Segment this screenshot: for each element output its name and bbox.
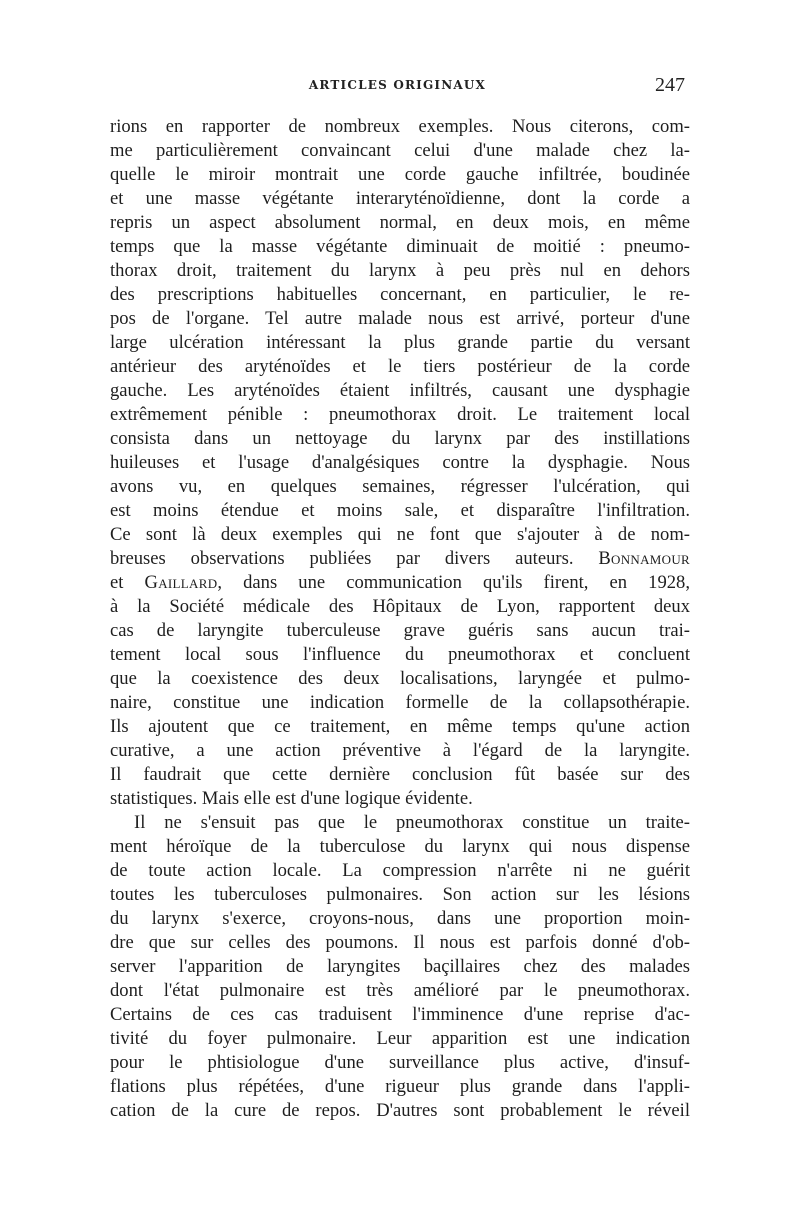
text-line: à la Société médicale des Hôpitaux de Lyon, rapportent deux [110, 596, 690, 617]
text-line: Ils ajoutent que ce traitement, en même temps qu'une action [110, 716, 690, 737]
text-line: server l'apparition de laryngites baçillaires chez des malades [110, 956, 690, 977]
text-line [110, 547, 690, 571]
page-number: 247 [655, 74, 685, 96]
text-line: gauche. Les aryténoïdes étaient infiltrés, causant une dysphagie [110, 380, 690, 401]
text-line: large ulcération intéressant la plus grande partie du versant [110, 332, 690, 353]
text-line: temps que la masse végétante diminuait de moitié : pneumo- [110, 236, 690, 257]
text-line: repris un aspect absolument normal, en deux mois, en même [110, 212, 690, 233]
text-line: Il faudrait que cette dernière conclusion fût basée sur des [110, 764, 690, 785]
author-name: Bonnamour [598, 548, 690, 569]
text-line: thorax droit, traitement du larynx à peu près nul en dehors [110, 260, 690, 281]
text-line: quelle le miroir montrait une corde gauche infiltrée, boudinée [110, 164, 690, 185]
text-line: pour le phtisiologue d'une surveillance plus active, d'insuf- [110, 1052, 690, 1073]
text-line: curative, a une action préventive à l'égard de la laryngite. [110, 740, 690, 761]
running-head [110, 74, 685, 102]
text-line: tivité du foyer pulmonaire. Leur apparition est une indication [110, 1028, 690, 1049]
text-line: toutes les tuberculoses pulmonaires. Son action sur les lésions [110, 884, 690, 905]
text-line: de toute action locale. La compression n'arrête ni ne guérit [110, 860, 690, 881]
text-line: Ce sont là deux exemples qui ne font que s'ajouter à de nom- [110, 524, 690, 545]
author-name: Gaillard [144, 572, 218, 593]
running-title: ARTICLES ORIGINAUX [308, 78, 487, 92]
text-line: flations plus répétées, d'une rigueur plus grande dans l'appli- [110, 1076, 690, 1097]
text-line: que la coexistence des deux localisations, laryngée et pulmo- [110, 668, 690, 689]
text-line: extrêmement pénible : pneumothorax droit. Le traitement local [110, 404, 690, 425]
text-line: Certains de ces cas traduisent l'imminence d'une reprise d'ac- [110, 1004, 690, 1025]
text-line: Il ne s'ensuit pas que le pneumothorax constitue un traite- [134, 812, 690, 833]
text-line: antérieur des aryténoïdes et le tiers postérieur de la corde [110, 356, 690, 377]
text-line: statistiques. Mais elle est d'une logique évidente. [110, 788, 473, 809]
text-line: est moins étendue et moins sale, et disparaître l'infiltration. [110, 500, 690, 521]
text-line: consista dans un nettoyage du larynx par des instillations [110, 428, 690, 449]
text-line: cation de la cure de repos. D'autres sont probablement le réveil [110, 1100, 690, 1121]
text-line: du larynx s'exerce, croyons-nous, dans une proportion moin- [110, 908, 690, 929]
text-line: tement local sous l'influence du pneumothorax et concluent [110, 644, 690, 665]
text-segment: breuses observations publiées par divers auteurs. [110, 548, 574, 569]
text-line: des prescriptions habituelles concernant, en particulier, le re- [110, 284, 690, 305]
text-line: dre que sur celles des poumons. Il nous est parfois donné d'ob- [110, 932, 690, 953]
text-line: ment héroïque de la tuberculose du larynx qui nous dispense [110, 836, 690, 857]
body-text [110, 115, 690, 1123]
text-line: huileuses et l'usage d'analgésiques contre la dysphagie. Nous [110, 452, 690, 473]
text-line: me particulièrement convaincant celui d'une malade chez la- [110, 140, 690, 161]
text-line: avons vu, en quelques semaines, régresser l'ulcération, qui [110, 476, 690, 497]
text-line: cas de laryngite tuberculeuse grave guéris sans aucun trai- [110, 620, 690, 641]
text-line: dont l'état pulmonaire est très amélioré par le pneumothorax. [110, 980, 690, 1001]
text-line: naire, constitue une indication formelle de la collapsothérapie. [110, 692, 690, 713]
text-line: pos de l'organe. Tel autre malade nous est arrivé, porteur d'une [110, 308, 690, 329]
text-segment: , dans une communication qu'ils firent, en 1928, [217, 572, 691, 593]
text-line: et une masse végétante interaryténoïdienne, dont la corde a [110, 188, 690, 209]
text-line: rions en rapporter de nombreux exemples. Nous citerons, com- [110, 116, 690, 137]
text-segment: et [110, 572, 124, 593]
text-line [110, 571, 690, 595]
